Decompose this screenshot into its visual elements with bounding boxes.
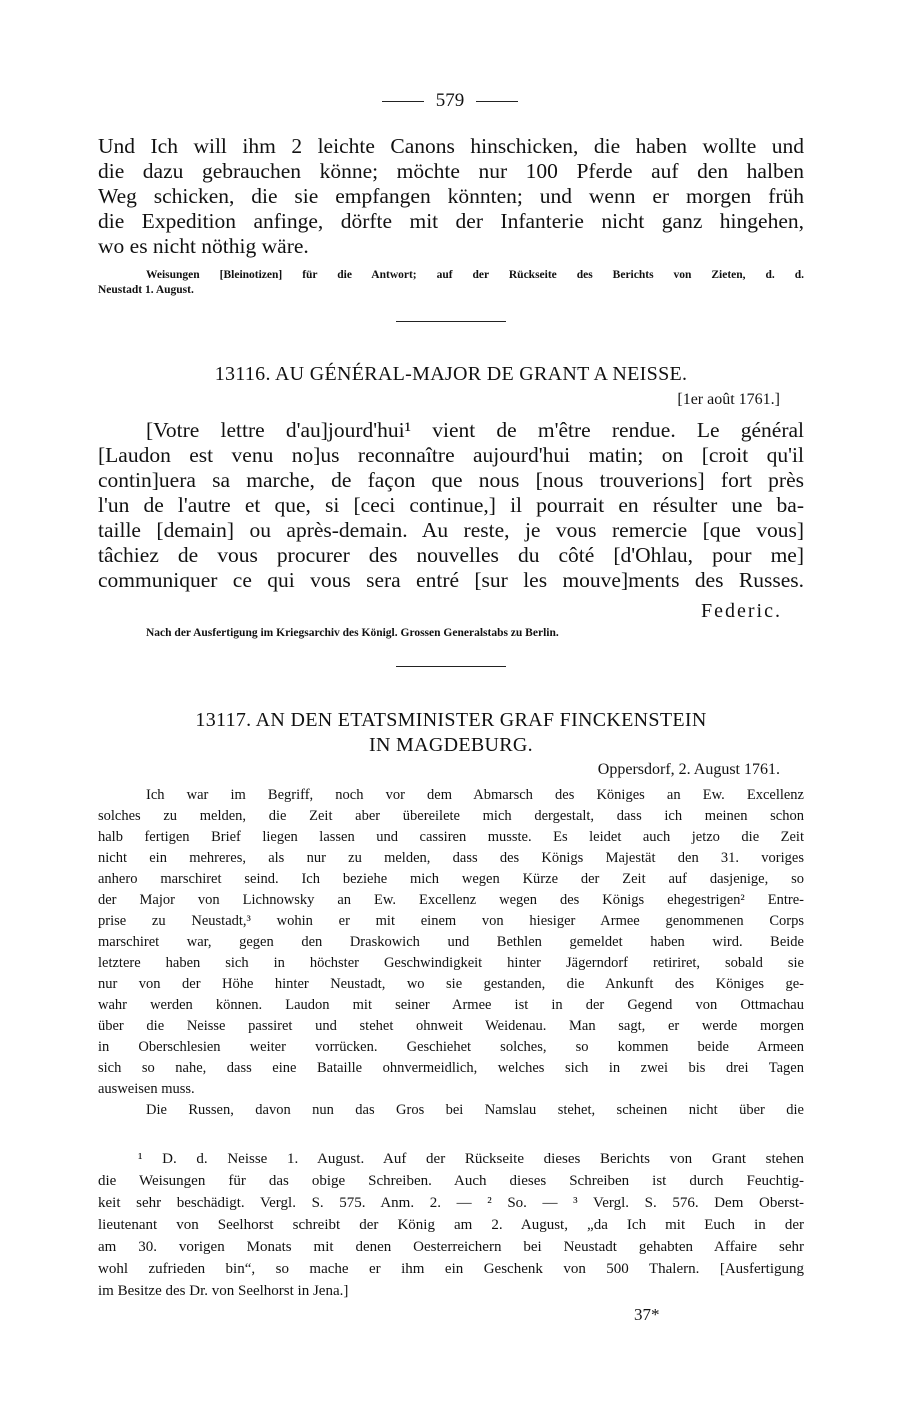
signature-mark: 37*: [634, 1305, 660, 1324]
page-number-dash-right: [476, 101, 518, 102]
text-line: l'un de l'autre et que, si [ceci continue,] il pourrait en résulter une ba-: [98, 493, 804, 517]
letter-13116-signature: Federic.: [701, 600, 782, 622]
note-line: Neustadt 1. August.: [98, 284, 194, 296]
note-line: Weisungen [Bleinotizen] für die Antwort; auf der Rückseite des Berichts von Zieten, d. d.: [146, 269, 804, 281]
letter-13117-body: [98, 785, 804, 1121]
text-line: tâchiez de vous procurer des nouvelles du côté [d'Ohlau, pour me]: [98, 543, 804, 567]
text-line: wahr werden können. Laudon mit seiner Armee ist in der Gegend von Ottmachau: [98, 997, 804, 1013]
section-divider: [396, 666, 506, 667]
text-line: wo es nicht nöthig wäre.: [98, 234, 309, 258]
letter-13116-heading: 13116. AU GÉNÉRAL-MAJOR DE GRANT A NEISSE.: [214, 363, 688, 385]
footnotes: [98, 1148, 804, 1302]
section-divider: [396, 321, 506, 322]
footnote-line: im Besitze des Dr. von Seelhorst in Jena.]: [98, 1283, 349, 1299]
text-line: nur von der Höhe hinter Neustadt, wo sie gestanden, die Ankunft des Königes ge-: [98, 976, 804, 992]
page-number-dash-left: [382, 101, 424, 102]
text-line: ausweisen muss.: [98, 1081, 195, 1097]
text-line: solches zu melden, die Zeit aber übereilete mich dergestalt, dass ich meinen schon: [98, 808, 804, 824]
letter-13116-body: [98, 418, 804, 593]
footnote-line: die Weisungen für das obige Schreiben. Auch dieses Schreiben ist durch Feuchtig-: [98, 1173, 804, 1189]
text-line: anhero marschiret seind. Ich beziehe mich wegen Kürze der Zeit auf dasjenige, so: [98, 871, 804, 887]
page-number: [0, 90, 900, 112]
text-line: der Major von Lichnowsky an Ew. Excellenz wegen des Königs ehegestrigen² Entre-: [98, 892, 804, 908]
text-line: [Votre lettre d'au]jourd'hui¹ vient de m'être rendue. Le général: [146, 418, 804, 442]
text-line: communiquer ce qui vous sera entré [sur les mouve]ments des Russes.: [98, 568, 804, 592]
footnote-line: keit sehr beschädigt. Vergl. S. 575. Anm. 2. — ² So. — ³ Vergl. S. 576. Dem Oberst-: [98, 1195, 804, 1211]
footnote-line: ¹ D. d. Neisse 1. August. Auf der Rückseite dieses Berichts von Grant stehen: [138, 1151, 804, 1167]
place-date-text: Oppersdorf, 2. August 1761.: [597, 761, 780, 778]
text-line: Ich war im Begriff, noch vor dem Abmarsch des Königes an Ew. Excellenz: [146, 787, 804, 803]
footnote-line: wohl zufrieden bin“, so mache er ihm ein Geschenk von 500 Thalern. [Ausfertigung: [98, 1261, 804, 1277]
text-line: taille [demain] ou après-demain. Au reste, je vous remercie [que vous]: [98, 518, 804, 542]
text-line: über die Neisse passiret und stehet ohnweit Weidenau. Man sagt, er werde morgen: [98, 1018, 804, 1034]
text-line: contin]uera sa marche, de façon que nous [nous trouverions] fort près: [98, 468, 804, 492]
text-line: halb fertigen Brief liegen lassen und cassiren musste. Es leidet auch jetzo die Zeit: [98, 829, 804, 845]
block1-text: [98, 134, 804, 259]
text-line: die Expedition anfinge, dörfte mit der Infanterie nicht ganz hingehen,: [98, 209, 804, 233]
letter-13116-date: [1er août 1761.]: [677, 391, 780, 408]
text-line: die dazu gebrauchen könne; möchte nur 100 Pferde auf den halben: [98, 159, 804, 183]
letter-13117-heading-line2: IN MAGDEBURG.: [369, 734, 533, 756]
text-line: nicht ein mehreres, als nur zu melden, dass des Königs Majestät den 31. voriges: [98, 850, 804, 866]
block1-note: [98, 268, 804, 298]
footnote-line: am 30. vorigen Monats mit denen Oesterreichern bei Neustadt gehabten Affaire sehr: [98, 1239, 804, 1255]
page-number-text: 579: [435, 90, 465, 111]
text-line: prise zu Neustadt,³ wohin er mit einem von hiesiger Armee genommenen Corps: [98, 913, 804, 929]
text-line: marschiret war, gegen den Draskowich und Bethlen gemeldet haben wird. Beide: [98, 934, 804, 950]
text-line: Und Ich will ihm 2 leichte Canons hinschicken, die haben wollte und: [98, 134, 804, 158]
text-line: Weg schicken, die sie empfangen könnten; und wenn er morgen früh: [98, 184, 804, 208]
letter-13116-source: Nach der Ausfertigung im Kriegsarchiv des Königl. Grossen Generalstabs zu Berlin.: [146, 627, 559, 639]
text-line: sich so nahe, dass eine Bataille ohnvermeidlich, welches sich in zwei bis drei Tagen: [98, 1060, 804, 1076]
letter-13117-heading-line1: 13117. AN DEN ETATSMINISTER GRAF FINCKENSTEIN: [195, 709, 707, 731]
text-line: Die Russen, davon nun das Gros bei Namslau stehet, scheinen nicht über die: [146, 1102, 804, 1118]
footnote-line: lieutenant von Seelhorst schreibt der König am 2. August, „da Ich mit Euch in der: [98, 1217, 804, 1233]
text-line: letztere haben sich in höchster Geschwindigkeit hinter Jägerndorf retiriret, sobald sie: [98, 955, 804, 971]
text-line: [Laudon est venu no]us reconnaître aujourd'hui matin; on [croit qu'il: [98, 443, 804, 467]
text-line: in Oberschlesien weiter vorrücken. Geschiehet solches, so kommen beide Armeen: [98, 1039, 804, 1055]
letter-13117-place-date: [598, 761, 780, 779]
